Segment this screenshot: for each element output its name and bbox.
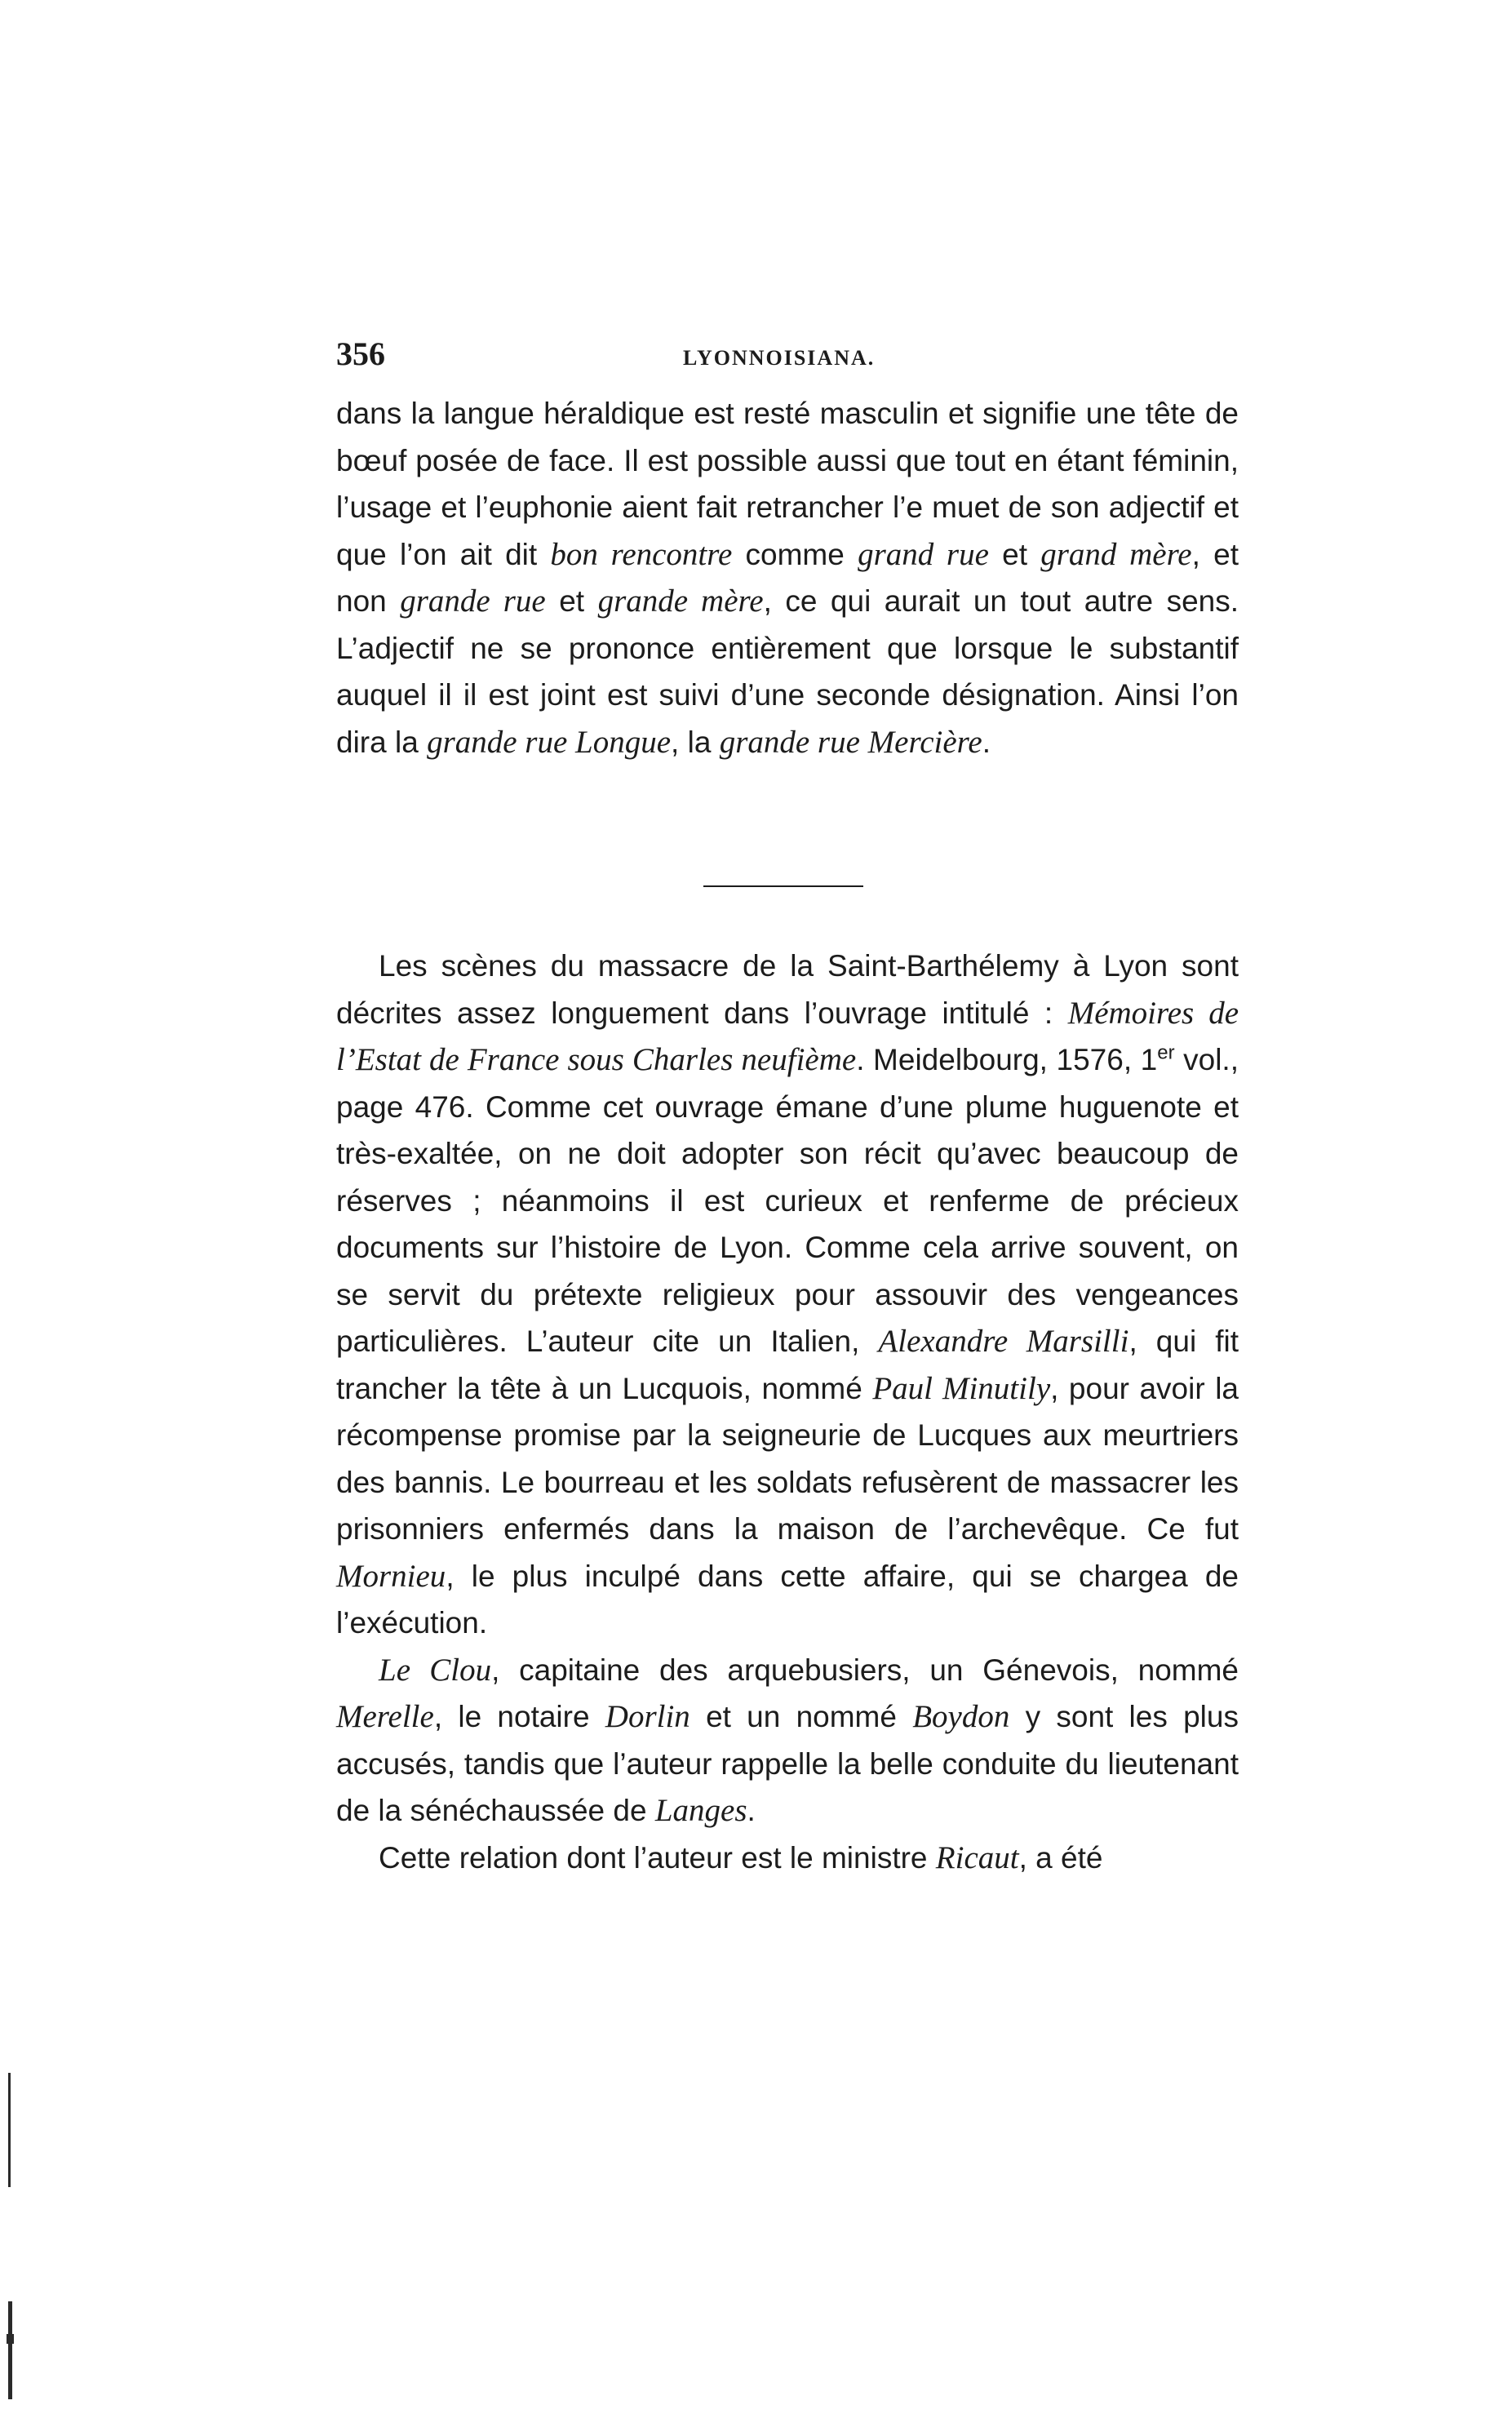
text-run: et un nommé	[689, 1700, 913, 1733]
italic-name: Merelle	[336, 1699, 434, 1734]
text-run: , pour avoir la récompense promise par la seigneurie de Lucques aux meurtriers des bannis. Le bourreau et les soldats refusèrent de massacrer les prisonniers enfermés dans la maison de l’archevêque. Ce fut	[336, 1371, 1239, 1546]
italic-name: Paul Minutily	[872, 1370, 1051, 1406]
italic-name: Mornieu	[336, 1558, 446, 1594]
superscript: er	[1157, 1041, 1175, 1064]
text-run: dans la langue héraldique est resté masculin et signifie une tête de bœuf posée de face. Il est possible aussi que tout en étant féminin, l’usage et l’euphonie aient fait retrancher l’e muet de son adjectif et que l’on ait dit	[336, 397, 1239, 571]
text-run: , ce qui aurait un tout autre sens. L’adjectif ne se prononce entièrement que lorsque le substantif auquel il il est joint est suivi d’une seconde désignation. Ainsi l’on dira la	[336, 584, 1239, 759]
text-run: et	[545, 584, 598, 618]
scan-mark	[8, 2301, 12, 2399]
italic-name: Dorlin	[605, 1699, 690, 1734]
italic-name: Boydon	[912, 1699, 1010, 1734]
text-section-massacre	[336, 943, 1239, 1881]
italic-name: Alexandre Marsilli	[878, 1324, 1129, 1359]
text-run: , capitaine des arquebusiers, un Génevois, nommé	[491, 1653, 1239, 1687]
italic-name: Le Clou	[379, 1652, 492, 1688]
italic-term: grand rue	[858, 536, 989, 572]
italic-term: grande rue Mercière	[719, 724, 982, 760]
running-title: LYONNOISIANA.	[683, 346, 876, 370]
text-run: et	[988, 537, 1041, 571]
text-run: .	[747, 1794, 756, 1827]
text-run: , la	[671, 725, 720, 759]
text-run: comme	[732, 537, 858, 571]
italic-term: grand mère	[1040, 536, 1192, 572]
italic-title: Mémoires de l’Estat de France sous Charles neufième	[336, 995, 1239, 1077]
italic-name: Ricaut	[935, 1839, 1019, 1875]
italic-term: bon rencontre	[550, 536, 733, 572]
paragraph	[336, 1647, 1239, 1835]
text-run: vol., page 476. Comme cet ouvrage émane d’une plume huguenote et très-exaltée, on ne doit adopter son récit qu’avec beaucoup de réserves ; néanmoins il est curieux et renferme de précieux documents sur l’histoire de Lyon. Comme cela arrive souvent, on se servit du prétexte religieux pour assouvir des vengeances particulières. L’auteur cite un Italien,	[336, 1043, 1239, 1358]
text-run: , et non	[336, 537, 1239, 618]
italic-term: grande mère	[597, 583, 764, 619]
text-run: , le notaire	[433, 1700, 605, 1733]
text-run: , a été	[1018, 1840, 1103, 1875]
italic-term: grande rue Longue	[427, 724, 672, 760]
text-run: y sont les plus accusés, tandis que l’auteur rappelle la belle conduite du lieutenant de la sénéchaussée de	[336, 1700, 1239, 1827]
italic-term: grande rue	[400, 583, 546, 619]
paragraph	[336, 943, 1239, 1647]
paragraph	[336, 1835, 1239, 1882]
scan-mark	[7, 2334, 14, 2344]
section-divider	[703, 885, 863, 887]
page-header	[336, 335, 876, 384]
text-run: Cette relation dont l’auteur est le ministre	[379, 1840, 936, 1875]
text-run: , qui fit trancher la tête à un Lucquois, nommé	[336, 1324, 1239, 1405]
text-run: Les scènes du massacre de la Saint-Barthélemy à Lyon sont décrites assez longuement dans l’ouvrage intitulé :	[336, 949, 1239, 1030]
text-section-heraldry	[336, 390, 1239, 765]
scan-mark	[8, 2073, 11, 2187]
text-run: .	[982, 725, 991, 759]
text-run: , le plus inculpé dans cette affaire, qui se chargea de l’exécution.	[336, 1559, 1239, 1640]
paragraph	[336, 390, 1239, 765]
italic-name: Langes	[654, 1793, 747, 1828]
text-run: . Meidelbourg, 1576, 1	[856, 1043, 1158, 1076]
page-number: 356	[336, 335, 385, 372]
